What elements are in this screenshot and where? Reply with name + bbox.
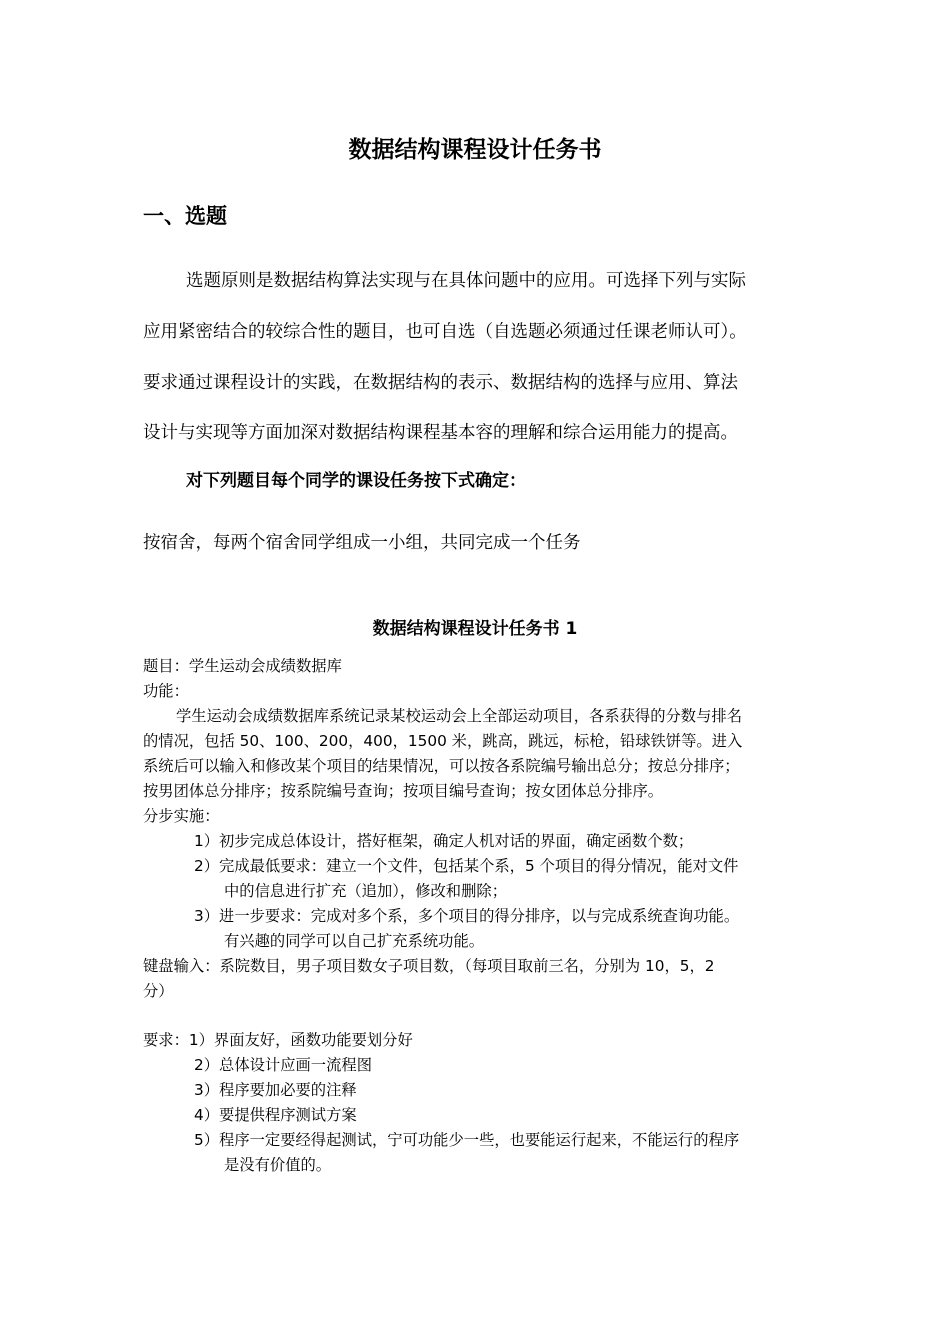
group-rule: 按宿舍，每两个宿舍同学组成一小组，共同完成一个任务 — [143, 533, 581, 553]
intro-line-3: 要求通过课程设计的实践，在数据结构的表示、数据结构的选择与应用、算法 — [143, 373, 738, 393]
task-title: 数据结构课程设计任务书 1 — [372, 619, 578, 639]
function-line-2: 的情况，包括 50、100、200，400，1500 米，跳高，跳远，标枪，铅球铁饼等。进入 — [143, 732, 743, 750]
function-line-4: 按男团体总分排序；按系院编号查询；按项目编号查询；按女团体总分排序。 — [143, 782, 664, 800]
function-line-3: 系统后可以输入和修改某个项目的结果情况，可以按各系院编号输出总分；按总分排序； — [143, 757, 740, 775]
intro-line-2: 应用紧密结合的较综合性的题目，也可自选（自选题必须通过任课老师认可）。 — [143, 322, 747, 342]
function-line-1: 学生运动会成绩数据库系统记录某校运动会上全部运动项目，各系获得的分数与排名 — [176, 707, 742, 725]
step-2: 2）完成最低要求：建立一个文件，包括某个系，5 个项目的得分情况，能对文件 — [194, 857, 739, 875]
step-3: 3）进一步要求：完成对多个系，多个项目的得分排序，以与完成系统查询功能。 — [194, 907, 740, 925]
requirement-5: 5）程序一定要经得起测试，宁可功能少一些，也要能运行起来，不能运行的程序 — [194, 1131, 740, 1149]
section-heading: 一、选题 — [143, 204, 227, 228]
step-3-cont: 有兴趣的同学可以自己扩充系统功能。 — [224, 932, 485, 950]
step-1: 1）初步完成总体设计，搭好框架，确定人机对话的界面，确定函数个数； — [194, 832, 694, 850]
steps-label: 分步实施： — [143, 807, 220, 825]
requirement-4: 4）要提供程序测试方案 — [194, 1106, 357, 1124]
requirement-1: 要求：1）界面友好，函数功能要划分好 — [143, 1031, 413, 1049]
keyboard-input-line-1: 键盘输入：系院数目，男子项目数女子项目数，（每项目取前三名，分别为 10，5，2 — [143, 957, 715, 975]
document-title: 数据结构课程设计任务书 — [348, 137, 602, 163]
function-label: 功能： — [143, 682, 189, 700]
requirement-3: 3）程序要加必要的注释 — [194, 1081, 357, 1099]
step-2-cont: 中的信息进行扩充（追加），修改和删除； — [224, 882, 507, 900]
assignment-rule: 对下列题目每个同学的课设任务按下式确定： — [186, 471, 526, 491]
intro-line-1: 选题原则是数据结构算法实现与在具体问题中的应用。可选择下列与实际 — [186, 271, 746, 291]
task-topic: 题目：学生运动会成绩数据库 — [143, 657, 342, 675]
requirement-5-cont: 是没有价值的。 — [224, 1156, 332, 1174]
requirement-2: 2）总体设计应画一流程图 — [194, 1056, 372, 1074]
keyboard-input-line-2: 分） — [143, 982, 174, 1000]
intro-line-4: 设计与实现等方面加深对数据结构课程基本容的理解和综合运用能力的提高。 — [143, 423, 738, 443]
